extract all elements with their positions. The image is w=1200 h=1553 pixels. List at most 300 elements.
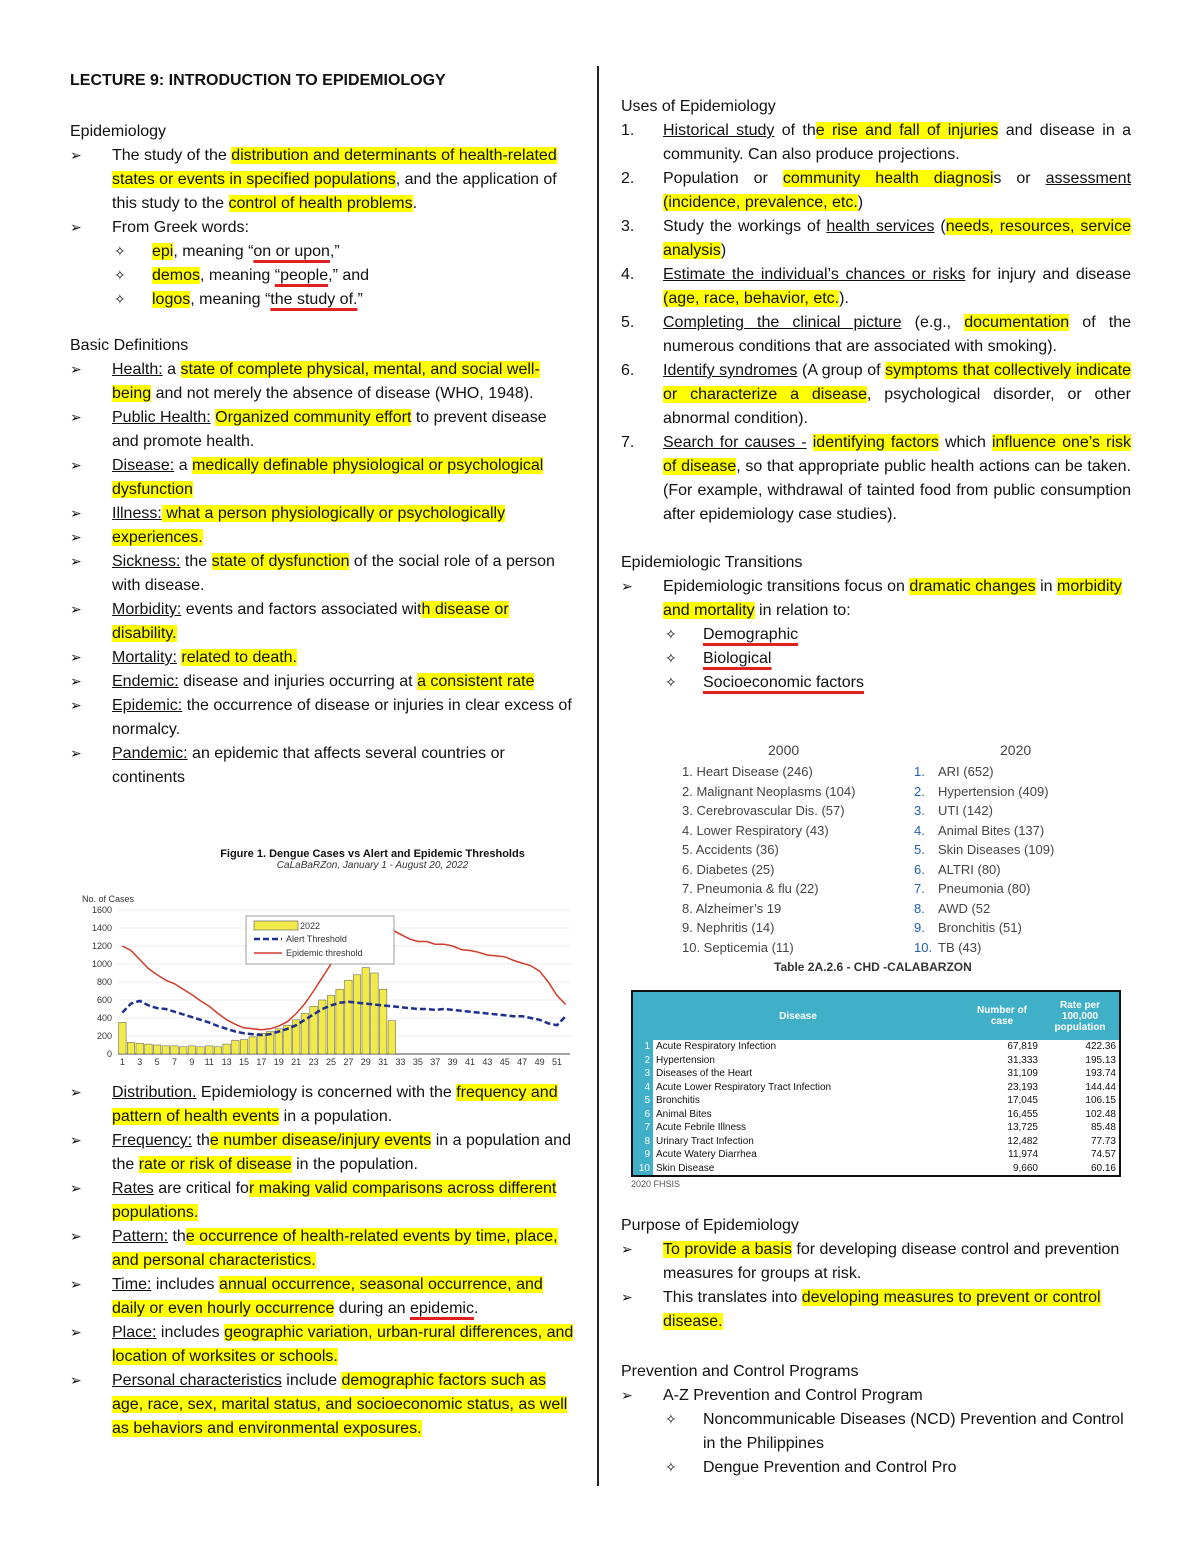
sub-item <box>621 647 1131 671</box>
rate-value: 102.48 <box>1085 1108 1116 1120</box>
epidemiology-heading: Epidemiology <box>70 123 167 140</box>
highlight: e rise and fall of injuries <box>815 122 999 139</box>
term: Health: <box>112 361 163 378</box>
highlight: state of dysfunction <box>211 553 350 570</box>
row-number: 8 <box>632 1135 653 1149</box>
figure-title: Figure 1. Dengue Cases vs Alert and Epidemic Thresholds <box>220 848 525 860</box>
term: Pandemic: <box>112 745 188 762</box>
text: (A group of <box>797 362 886 379</box>
purpose-list <box>621 1238 1131 1334</box>
list-item <box>70 526 575 550</box>
text: ) <box>720 242 727 259</box>
highlight: geographic variation, urban-rural differences, and location of worksites or schools. <box>112 1324 574 1365</box>
bar-2022 <box>119 1023 126 1055</box>
underlined-term: Demographic <box>703 626 799 643</box>
list-item <box>70 646 575 670</box>
term: Epidemic: <box>112 697 183 714</box>
x-tick-label: 17 <box>256 1057 267 1067</box>
list-item <box>70 1129 575 1177</box>
table-row <box>632 1148 1120 1162</box>
list-item <box>70 598 575 646</box>
case-count: 12,482 <box>1007 1135 1038 1147</box>
sub-item <box>70 240 575 264</box>
x-tick-label: 33 <box>395 1057 406 1067</box>
item-number: 6. <box>914 861 925 877</box>
list-item: Bronchitis (51) <box>938 920 1022 935</box>
list-item <box>70 742 575 790</box>
text: and not merely the absence of disease (WHO, 1948). <box>151 385 534 402</box>
text: From Greek words: <box>112 219 249 236</box>
underlined-term: “people <box>274 267 329 284</box>
case-count: 23,193 <box>1007 1081 1038 1093</box>
list-item <box>621 311 1131 359</box>
text: ,” <box>329 243 340 260</box>
item-number: 4. <box>914 822 925 838</box>
table-body <box>632 1040 1120 1176</box>
text: of <box>801 218 827 235</box>
x-tick-label: 19 <box>273 1057 284 1067</box>
left-column-lower <box>70 1081 575 1441</box>
list-item: 10. Septicemia (11) <box>682 939 794 955</box>
table-row <box>632 1162 1120 1177</box>
list-item <box>621 119 1131 167</box>
uses-heading: Uses of Epidemiology <box>621 98 776 115</box>
list-item <box>70 1177 575 1225</box>
prevention-heading: Prevention and Control Programs <box>621 1363 859 1380</box>
bar-2022 <box>136 1043 143 1054</box>
item-number: 9. <box>914 920 925 935</box>
item-number: 2. <box>621 170 635 187</box>
term: Completing the clinical picture <box>663 314 902 331</box>
x-tick-label: 45 <box>499 1057 510 1067</box>
purpose-heading: Purpose of Epidemiology <box>621 1217 799 1234</box>
y-tick-label: 200 <box>96 1031 112 1041</box>
x-tick-label: 3 <box>137 1057 143 1067</box>
underlined-term: Biological <box>703 650 772 667</box>
underlined-term: epidemic <box>409 1300 474 1317</box>
text: ) <box>857 194 864 211</box>
term: Search for causes - <box>663 434 807 451</box>
list-item: Hypertension (409) <box>938 783 1049 799</box>
highlight: r making valid comparisons across different populations. <box>112 1180 557 1221</box>
sub-item <box>70 264 575 288</box>
x-tick-label: 25 <box>325 1057 336 1067</box>
x-tick-label: 5 <box>154 1057 160 1067</box>
bar-2022 <box>249 1037 256 1054</box>
dengue-chart <box>70 880 575 1080</box>
highlight: symptoms that collectively indicate or characterize a disease <box>663 362 1131 403</box>
row-number: 1 <box>632 1040 653 1054</box>
term: Time: <box>112 1276 152 1293</box>
uses-list <box>621 119 1131 527</box>
list-item: TB (43) <box>938 939 982 955</box>
bar-2022 <box>127 1042 134 1054</box>
text: a <box>174 457 193 474</box>
text: include <box>281 1372 342 1389</box>
concepts-list <box>70 1081 575 1441</box>
x-tick-label: 23 <box>308 1057 319 1067</box>
list-item: UTI (142) <box>938 803 993 818</box>
table-row <box>632 1081 1120 1095</box>
list-item: ALTRI (80) <box>938 861 1001 877</box>
highlight: logos <box>152 291 191 308</box>
highlight: rate or risk of disease <box>138 1156 292 1173</box>
table-row <box>632 1094 1120 1108</box>
text: in a population. <box>279 1108 393 1125</box>
prevention-list <box>621 1384 1131 1480</box>
definitions-list <box>70 358 575 790</box>
disease-name: Acute Lower Respiratory Tract Infection <box>656 1081 832 1093</box>
sub-item <box>621 623 1131 647</box>
list-item: Pneumonia (80) <box>938 881 1031 896</box>
list-item: 2. Malignant Neoplasms (104) <box>682 783 856 799</box>
text: , and the application of this study to the <box>112 171 557 212</box>
highlight: e occurrence of health-related events by time, place, and personal characteristics. <box>112 1228 558 1269</box>
text: (e.g., <box>901 314 965 331</box>
highlight: influence one’s risk of disease <box>663 434 1132 475</box>
highlight: state of complete physical, mental, and social well-being <box>112 361 540 402</box>
disease-name: Bronchitis <box>656 1095 700 1106</box>
text: , psychological disorder, or other abnormal condition). <box>663 386 1131 427</box>
x-tick-label: 41 <box>465 1057 476 1067</box>
x-tick-label: 9 <box>189 1057 195 1067</box>
text: Study the workings <box>663 218 802 235</box>
highlight: experiences. <box>112 529 203 546</box>
year-2020-label: 2020 <box>1000 742 1032 758</box>
list-item <box>70 358 575 406</box>
list-item <box>621 167 1131 215</box>
legend-label-alert: Alert Threshold <box>286 934 347 944</box>
basic-definitions-heading: Basic Definitions <box>70 337 189 354</box>
x-tick-label: 37 <box>430 1057 441 1067</box>
list-item: 6. Diabetes (25) <box>682 861 775 877</box>
text: in the population. <box>291 1156 418 1173</box>
text: ( <box>934 218 946 235</box>
item-number: 5. <box>621 314 635 331</box>
list-item <box>621 1286 1131 1334</box>
list-item <box>70 1273 575 1321</box>
underlined-term: the study of. <box>270 291 358 308</box>
list-item <box>621 359 1131 431</box>
rate-value: 106.15 <box>1085 1095 1116 1106</box>
list-item <box>621 431 1131 527</box>
table-row <box>632 1054 1120 1068</box>
row-number: 6 <box>632 1108 653 1122</box>
list-item <box>70 1225 575 1273</box>
text: The study of the <box>112 147 232 164</box>
y-tick-label: 1200 <box>91 941 112 951</box>
highlight: demos <box>152 267 201 284</box>
text: Dengue Prevention and Control Pro <box>703 1459 957 1476</box>
row-number: 4 <box>632 1081 653 1095</box>
row-number: 5 <box>632 1094 653 1108</box>
sub-item <box>70 288 575 312</box>
case-count: 13,725 <box>1007 1122 1038 1133</box>
highlight: frequency and pattern of health events <box>112 1084 558 1125</box>
bar-2022 <box>301 1014 308 1055</box>
text: Epidemiologic transitions focus on <box>663 578 910 595</box>
highlight: related to death. <box>181 649 297 666</box>
disease-name: Skin Disease <box>656 1162 715 1174</box>
text: , meaning <box>200 267 275 284</box>
y-tick-label: 1600 <box>91 905 112 915</box>
text: This translates into <box>663 1289 802 1306</box>
text: th <box>168 1228 186 1245</box>
text: th <box>192 1132 210 1149</box>
list-item <box>70 1081 575 1129</box>
highlight: identifying factors <box>812 434 939 451</box>
disease-name: Hypertension <box>656 1054 715 1066</box>
x-tick-label: 7 <box>171 1057 178 1067</box>
rate-value: 74.57 <box>1090 1149 1116 1160</box>
disease-name: Animal Bites <box>656 1108 712 1120</box>
dengue-figure <box>70 848 575 1080</box>
highlight: community health diagnosi <box>782 170 994 187</box>
disease-name: Diseases of the Heart <box>656 1068 753 1079</box>
term: health services <box>826 218 935 235</box>
bar-2022 <box>379 989 386 1054</box>
list-item <box>70 144 575 216</box>
bar-2022 <box>179 1047 186 1054</box>
highlight: dramatic changes <box>909 578 1036 595</box>
term: Frequency: <box>112 1132 193 1149</box>
item-number: 7. <box>621 434 635 451</box>
list-item <box>70 216 575 240</box>
highlight: control of health problems <box>228 195 413 212</box>
list-item <box>70 454 575 502</box>
term: Sickness: <box>112 553 181 570</box>
column-divider <box>597 66 599 1486</box>
item-number: 1. <box>914 764 925 779</box>
list-item <box>621 1238 1131 1286</box>
fhsis-table-image <box>631 990 1121 1189</box>
text: , meaning “ <box>190 291 271 308</box>
bar-2022 <box>206 1046 213 1054</box>
bar-2022 <box>162 1046 169 1054</box>
y-tick-label: 400 <box>96 1013 112 1023</box>
causes-2000-list <box>682 762 855 957</box>
text: includes <box>156 1324 225 1341</box>
row-number: 9 <box>632 1148 653 1162</box>
disease-name: Urinary Tract Infection <box>656 1135 754 1147</box>
text: which <box>938 434 992 451</box>
left-column <box>70 120 575 790</box>
list-item <box>70 502 575 526</box>
sub-item <box>621 671 1131 695</box>
term: Rates <box>112 1180 154 1197</box>
table-header-cases: Number of case <box>963 991 1041 1040</box>
x-tick-label: 27 <box>343 1057 354 1067</box>
table-row <box>632 1135 1120 1149</box>
disease-table <box>631 990 1121 1177</box>
y-tick-label: 600 <box>96 995 112 1005</box>
text: A-Z Prevention and Control Program <box>663 1387 923 1404</box>
text: of the social role of a person with disease. <box>112 553 555 594</box>
list-item <box>621 215 1131 263</box>
bar-2022 <box>188 1046 195 1054</box>
highlight: distribution and determinants of health-related states or events in specified populations <box>112 147 557 188</box>
bar-2022 <box>240 1040 247 1054</box>
case-count: 31,333 <box>1007 1054 1038 1066</box>
transitions-heading: Epidemiologic Transitions <box>621 554 803 571</box>
text: Noncommunicable Diseases (NCD) Prevention and Control in the Philippines <box>703 1411 1124 1452</box>
highlight: epi <box>152 243 174 260</box>
bar-2022 <box>153 1045 160 1054</box>
x-tick-label: 47 <box>517 1057 528 1067</box>
case-count: 17,045 <box>1007 1095 1038 1106</box>
table-header-rate: Rate per 100,000 population <box>1041 991 1120 1040</box>
item-number: 3. <box>914 803 925 818</box>
text: s or <box>993 170 1046 187</box>
x-tick-label: 29 <box>360 1057 371 1067</box>
list-item: AWD (52 <box>938 900 991 916</box>
term: Endemic: <box>112 673 179 690</box>
text: disease and injuries occurring at <box>178 673 418 690</box>
legend-label-epidemic: Epidemic threshold <box>286 948 363 958</box>
y-tick-label: 1400 <box>91 923 112 933</box>
underlined-term: on or upon <box>253 243 330 260</box>
highlight: medically definable physiological or psychological dysfunction <box>112 457 544 498</box>
text: a <box>162 361 181 378</box>
text: in <box>1035 578 1057 595</box>
table-source: 2020 FHSIS <box>631 1179 681 1189</box>
chart-legend <box>246 916 394 964</box>
text: an epidemic that affects several countries or continents <box>112 745 505 786</box>
term: Identify syndromes <box>663 362 798 379</box>
x-tick-label: 35 <box>412 1057 423 1067</box>
text: the occurrence of disease or injuries in clear excess of normalcy. <box>112 697 572 738</box>
item-number: 7. <box>914 881 925 896</box>
rate-value: 422.36 <box>1085 1041 1116 1052</box>
y-tick-label: 1000 <box>91 959 112 969</box>
x-tick-label: 21 <box>291 1057 302 1067</box>
text: are critical fo <box>153 1180 249 1197</box>
x-tick-label: 11 <box>204 1057 214 1067</box>
item-number: 2. <box>914 783 925 799</box>
bar-2022 <box>145 1044 152 1054</box>
text: Epidemiology is concerned with the <box>196 1084 457 1101</box>
rate-value: 85.48 <box>1090 1122 1116 1133</box>
x-tick-label: 15 <box>239 1057 250 1067</box>
item-number: 4. <box>621 266 635 283</box>
row-number: 7 <box>632 1121 653 1135</box>
right-column-lower <box>621 1214 1131 1480</box>
text: includes <box>151 1276 219 1293</box>
term: Mortality: <box>112 649 177 666</box>
item-number: 1. <box>621 122 635 139</box>
x-tick-label: 51 <box>551 1057 562 1067</box>
text: Population <box>663 170 739 187</box>
x-tick-label: 31 <box>378 1057 389 1067</box>
sub-item <box>621 1456 1131 1480</box>
bar-2022 <box>388 1021 395 1054</box>
item-number: 5. <box>914 842 925 857</box>
term: Illness: <box>112 505 162 522</box>
text: ). <box>839 290 849 307</box>
highlight: annual occurrence, seasonal occurrence, and daily or even hourly occurrence <box>112 1276 543 1317</box>
list-item: 4. Lower Respiratory (43) <box>682 822 829 838</box>
x-tick-label: 13 <box>221 1057 232 1067</box>
text: and disease in a community. Can also produce projections. <box>663 122 1132 163</box>
list-item: Animal Bites (137) <box>938 822 1045 838</box>
transitions-list <box>621 575 1131 695</box>
bar-2022 <box>345 980 352 1054</box>
item-number: 8. <box>914 900 925 916</box>
term: Public Health: <box>112 409 211 426</box>
y-axis-label: No. of Cases <box>82 894 135 904</box>
list-item: 1. Heart Disease (246) <box>682 764 813 779</box>
x-tick-label: 39 <box>447 1057 458 1067</box>
list-item <box>621 1384 1131 1408</box>
text: during an <box>334 1300 410 1317</box>
rate-value: 195.13 <box>1085 1054 1116 1066</box>
text: . <box>412 195 418 212</box>
term: Historical study <box>663 122 775 139</box>
rate-value: 193.74 <box>1085 1068 1116 1079</box>
list-item: ARI (652) <box>938 764 994 779</box>
list-item <box>70 550 575 598</box>
highlight: what a person physiologically or psychologically <box>161 505 506 522</box>
text: , meaning “ <box>173 243 254 260</box>
list-item: 7. Pneumonia & flu (22) <box>682 881 819 896</box>
case-count: 9,660 <box>1012 1162 1038 1174</box>
table-row <box>632 1040 1120 1054</box>
highlight: e number disease/injury events <box>209 1132 432 1149</box>
term: assessment <box>1045 170 1132 187</box>
highlight: Organized community effort <box>215 409 412 426</box>
text: to prevent disease and promote health. <box>112 409 547 450</box>
text: events and factors associated wit <box>181 601 422 618</box>
text: of the numerous conditions that are associated with smoking). <box>663 314 1132 355</box>
epidemiology-list <box>70 144 575 312</box>
list-item <box>621 263 1131 311</box>
list-item <box>70 670 575 694</box>
y-tick-label: 800 <box>96 977 112 987</box>
list-item: 5. Accidents (36) <box>682 842 779 857</box>
term: Disease: <box>112 457 175 474</box>
list-item <box>70 406 575 454</box>
table-row <box>632 1108 1120 1122</box>
highlight: (incidence, prevalence, etc. <box>663 194 858 211</box>
sub-item <box>621 1408 1131 1456</box>
disease-name: Acute Watery Diarrhea <box>656 1149 757 1160</box>
term: Morbidity: <box>112 601 182 618</box>
x-tick-label: 43 <box>482 1057 493 1067</box>
causes-2020-list <box>938 762 1054 957</box>
highlight: developing measures to prevent or control disease. <box>663 1289 1101 1330</box>
highlight: demographic factors such as age, race, sex, marital status, and socioeconomic status, as well as behaviors and environmental exposures. <box>112 1372 568 1437</box>
figure-subtitle: CaLaBaRZon, January 1 - August 20, 2022 <box>276 860 469 871</box>
table-row <box>632 1067 1120 1081</box>
x-tick-label: 49 <box>534 1057 545 1067</box>
right-column <box>621 95 1131 695</box>
list-item: 9. Nephritis (14) <box>682 920 775 935</box>
bar-2022 <box>223 1044 230 1054</box>
list-item <box>70 1369 575 1441</box>
y-tick-label: 0 <box>106 1049 112 1059</box>
term: Pattern: <box>112 1228 169 1245</box>
bar-2022 <box>232 1041 239 1055</box>
term: Place: <box>112 1324 157 1341</box>
highlight: (age, race, behavior, etc. <box>663 290 840 307</box>
item-number: 10. <box>914 939 933 955</box>
causes-caption: Table 2A.2.6 - CHD -CALABARZON <box>774 960 972 974</box>
text: ” <box>357 291 363 308</box>
list-item <box>70 1321 575 1369</box>
rate-value: 60.16 <box>1090 1162 1116 1174</box>
underlined-term: Socioeconomic factors <box>703 674 864 691</box>
item-number: 6. <box>621 362 635 379</box>
